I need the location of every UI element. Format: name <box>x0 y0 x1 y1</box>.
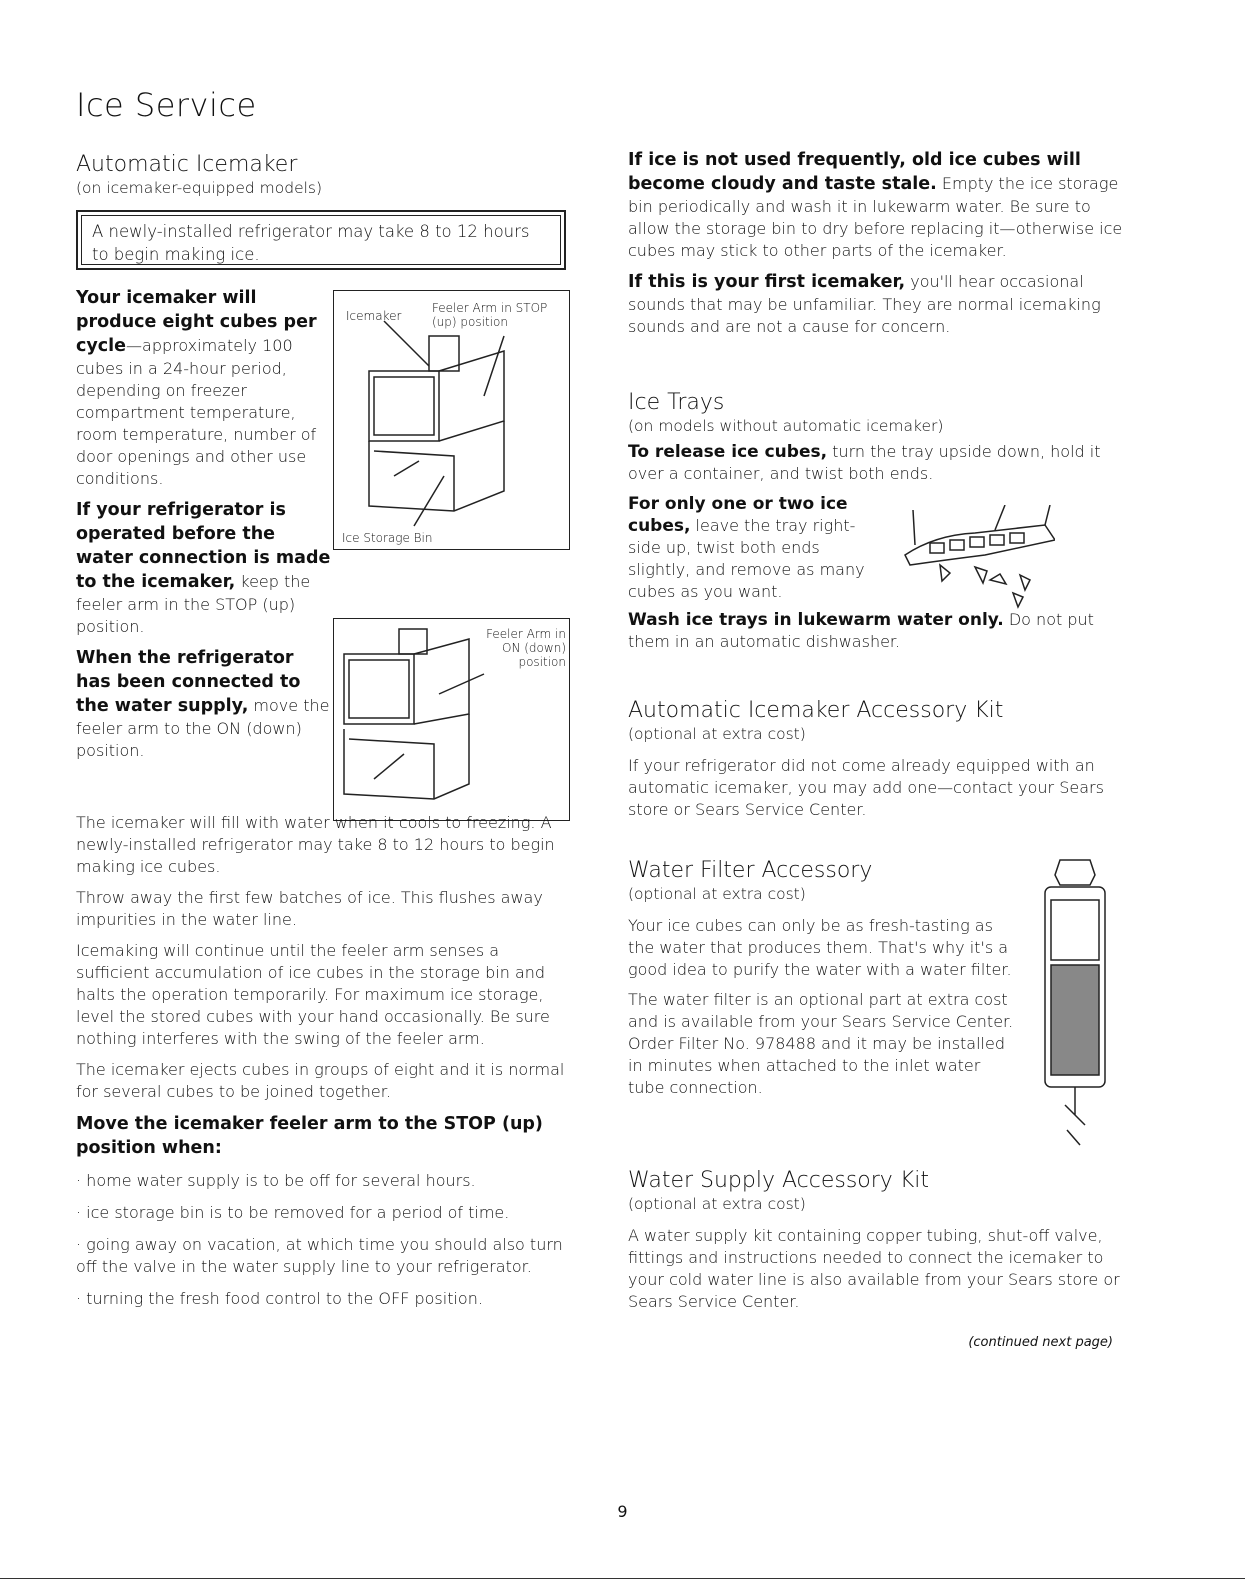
water-filter-illustration <box>1035 855 1115 1150</box>
section-subheading: (on models without automatic icemaker) <box>628 417 944 435</box>
section-subheading: (optional at extra cost) <box>628 885 806 903</box>
paragraph-release: To release ice cubes, turn the tray upside down, hold it over a container, and twist both ends. <box>628 442 1101 483</box>
bottom-rule <box>0 1578 1245 1579</box>
figure-label-stop: Feeler Arm in STOP (up) position <box>432 301 548 329</box>
install-note-box <box>76 210 566 270</box>
page-number: 9 <box>617 1502 628 1521</box>
paragraph-one-two: For only one or two ice cubes, leave the tray right-side up, twist both ends slightly, and remove as many cubes as you want. <box>628 494 865 601</box>
accessory-kit-section <box>628 698 1123 821</box>
section-heading: Ice Trays <box>628 390 725 415</box>
paragraph-continue: Icemaking will continue until the feeler arm senses a sufficient accumulation of ice cubes in the storage bin and halts the operation temporarily. For maximum ice storage, level the stored cubes with your hand occasionally. Be sure nothing interferes with the swing of the feeler arm. <box>76 941 550 1048</box>
water-filter-section <box>628 858 1018 1099</box>
left-main-column <box>76 812 571 1310</box>
paragraph-wash: Wash ice trays in lukewarm water only. Do not put them in an automatic dishwasher. <box>628 610 1094 651</box>
continued-note: (continued next page) <box>968 1335 1113 1350</box>
paragraph-throw-away: Throw away the first few batches of ice. This flushes away impurities in the water line. <box>76 888 543 929</box>
paragraph-filter-order: The water filter is an optional part at extra cost and is available from your Sears Service Center. Order Filter No. 978488 and it may be installed in minutes when attached to the inlet water tube connection. <box>628 990 1014 1097</box>
left-narrow-column <box>76 286 331 762</box>
page-title: Ice Service <box>76 86 257 124</box>
paragraph-fill: The icemaker will fill with water when it cools to freezing. A newly-installed refrigerator may take 8 to 12 hours to begin making ice cubes. <box>76 813 555 876</box>
ice-tray-illustration <box>895 505 1055 610</box>
paragraph-after-connection: When the refrigerator has been connected to the water supply, move the feeler arm to the ON (down) position. <box>76 648 330 760</box>
figure-label-icemaker: Icemaker <box>346 309 402 323</box>
paragraph-first-icemaker: If this is your first icemaker, you'll hear occasional sounds that may be unfamiliar. They are normal icemaking sounds and are not a cause for concern. <box>628 272 1101 336</box>
paragraph-accessory-kit: If your refrigerator did not come already equipped with an automatic icemaker, you may add one—contact your Sears store or Sears Service Center. <box>628 756 1104 819</box>
water-supply-section <box>628 1168 1123 1313</box>
bullet-item: · going away on vacation, at which time you should also turn off the valve in the water supply line to your refrigerator. <box>76 1235 563 1276</box>
automatic-icemaker-header <box>76 152 571 199</box>
section-heading: Water Supply Accessory Kit <box>628 1168 929 1193</box>
right-column-top <box>628 148 1123 338</box>
icemaker-drawing <box>334 291 571 551</box>
section-heading: Water Filter Accessory <box>628 858 873 883</box>
figure-label-on: Feeler Arm in ON (down) position <box>486 627 566 669</box>
section-heading: Automatic Icemaker <box>76 152 298 177</box>
section-heading: Automatic Icemaker Accessory Kit <box>628 698 1004 723</box>
figure-label-bin: Ice Storage Bin <box>342 531 433 545</box>
bullet-item: · turning the fresh food control to the OFF position. <box>76 1289 483 1308</box>
paragraph-filter-intro: Your ice cubes can only be as fresh-tasting as the water that produces them. That's why it's a good idea to purify the water with a water filter. <box>628 916 1012 979</box>
paragraph-eight-cubes: Your icemaker will produce eight cubes per cycle—approximately 100 cubes in a 24-hour period, depending on freezer compartment temperature, room temperature, number of door openings and other use conditions. <box>76 288 317 488</box>
bullet-item: · ice storage bin is to be removed for a period of time. <box>76 1203 510 1222</box>
paragraph-cloudy: If ice is not used frequently, old ice cubes will become cloudy and taste stale. Empty the ice storage bin periodically and wash it in lukewarm water. Be sure to allow the storage bin to dry before replacing it—otherwise ice cubes may stick to other parts of the icemaker. <box>628 150 1123 260</box>
section-subheading: (optional at extra cost) <box>628 1195 806 1213</box>
stop-heading: Move the icemaker feeler arm to the STOP (up) position when: <box>76 1114 543 1158</box>
icemaker-on-figure <box>333 618 570 821</box>
section-subheading: (optional at extra cost) <box>628 725 806 743</box>
icemaker-on-drawing <box>334 619 571 822</box>
paragraph-before-connection: If your refrigerator is operated before the water connection is made to the icemaker, keep the feeler arm in the STOP (up) position. <box>76 500 331 636</box>
bullet-item: · home water supply is to be off for several hours. <box>76 1171 476 1190</box>
install-note-text: A newly-installed refrigerator may take 8 to 12 hours to begin making ice. <box>81 215 561 265</box>
section-subheading: (on icemaker-equipped models) <box>76 179 323 197</box>
paragraph-groups: The icemaker ejects cubes in groups of eight and it is normal for several cubes to be joined together. <box>76 1060 565 1101</box>
paragraph-water-supply: A water supply kit containing copper tubing, shut-off valve, fittings and instructions needed to connect the icemaker to your cold water line is also available from your Sears store or Sears Service Center. <box>628 1226 1120 1311</box>
icemaker-stop-figure <box>333 290 570 550</box>
